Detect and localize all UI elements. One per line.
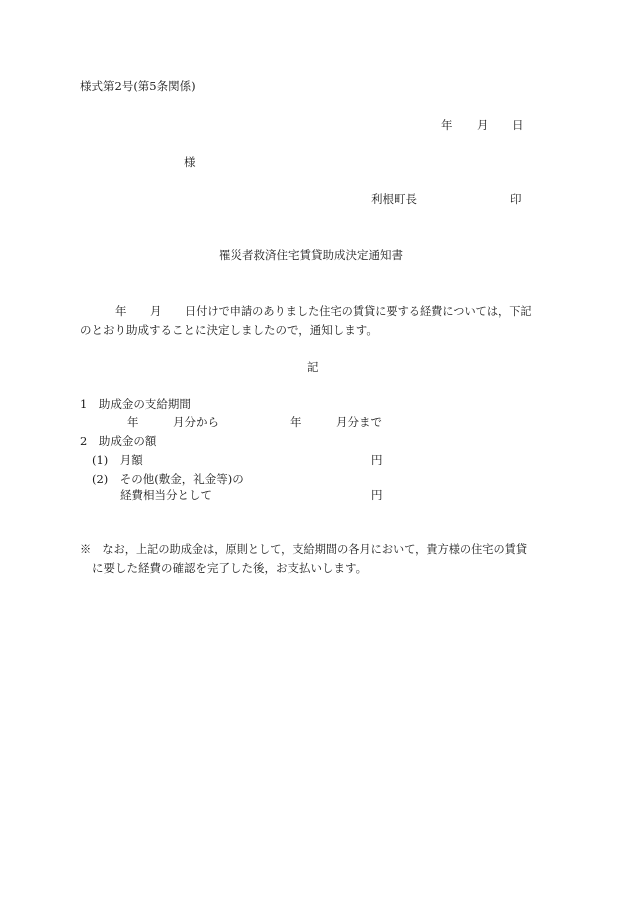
body-year: 年 (115, 304, 127, 318)
item1-heading: 1 助成金の支給期間 (80, 397, 191, 411)
body-line1: 日付けで申請のありました住宅の賃貸に要する経費については，下記 (185, 305, 532, 318)
body-month: 月 (150, 304, 162, 318)
period-to-month: 月分まで (336, 415, 382, 429)
sub2-label-line1: (2) その他(敷金，礼金等)の (92, 472, 244, 486)
date-year: 年 (441, 118, 453, 132)
sub1-label: (1) 月額 (92, 453, 143, 467)
note-line1: ※ なお，上記の助成金は，原則として，支給期間の各月において，貴方様の住宅の賃貸 (80, 543, 528, 556)
sub2-unit: 円 (371, 488, 383, 502)
period-to-year: 年 (290, 415, 302, 429)
date-month: 月 (477, 118, 489, 132)
seal-mark: 印 (510, 192, 522, 206)
form-number: 様式第2号(第5条関係) (80, 79, 196, 93)
sub1-unit: 円 (371, 453, 383, 467)
issuer-title: 利根町長 (371, 192, 417, 206)
date-day: 日 (512, 118, 524, 132)
period-from-year: 年 (127, 415, 139, 429)
item2-heading: 2 助成金の額 (80, 434, 157, 448)
addressee-suffix: 様 (184, 155, 196, 169)
period-from-month: 月分から (173, 415, 219, 429)
document-title: 罹災者救済住宅賃貸助成決定通知書 (219, 248, 403, 262)
body-line2: のとおり助成することに決定しましたので，通知します。 (80, 323, 378, 337)
ki-heading: 記 (307, 360, 319, 374)
sub2-label-line2: 経費相当分として (120, 488, 212, 502)
note-line2: に要した経費の確認を完了した後，お支払いします。 (92, 561, 368, 575)
